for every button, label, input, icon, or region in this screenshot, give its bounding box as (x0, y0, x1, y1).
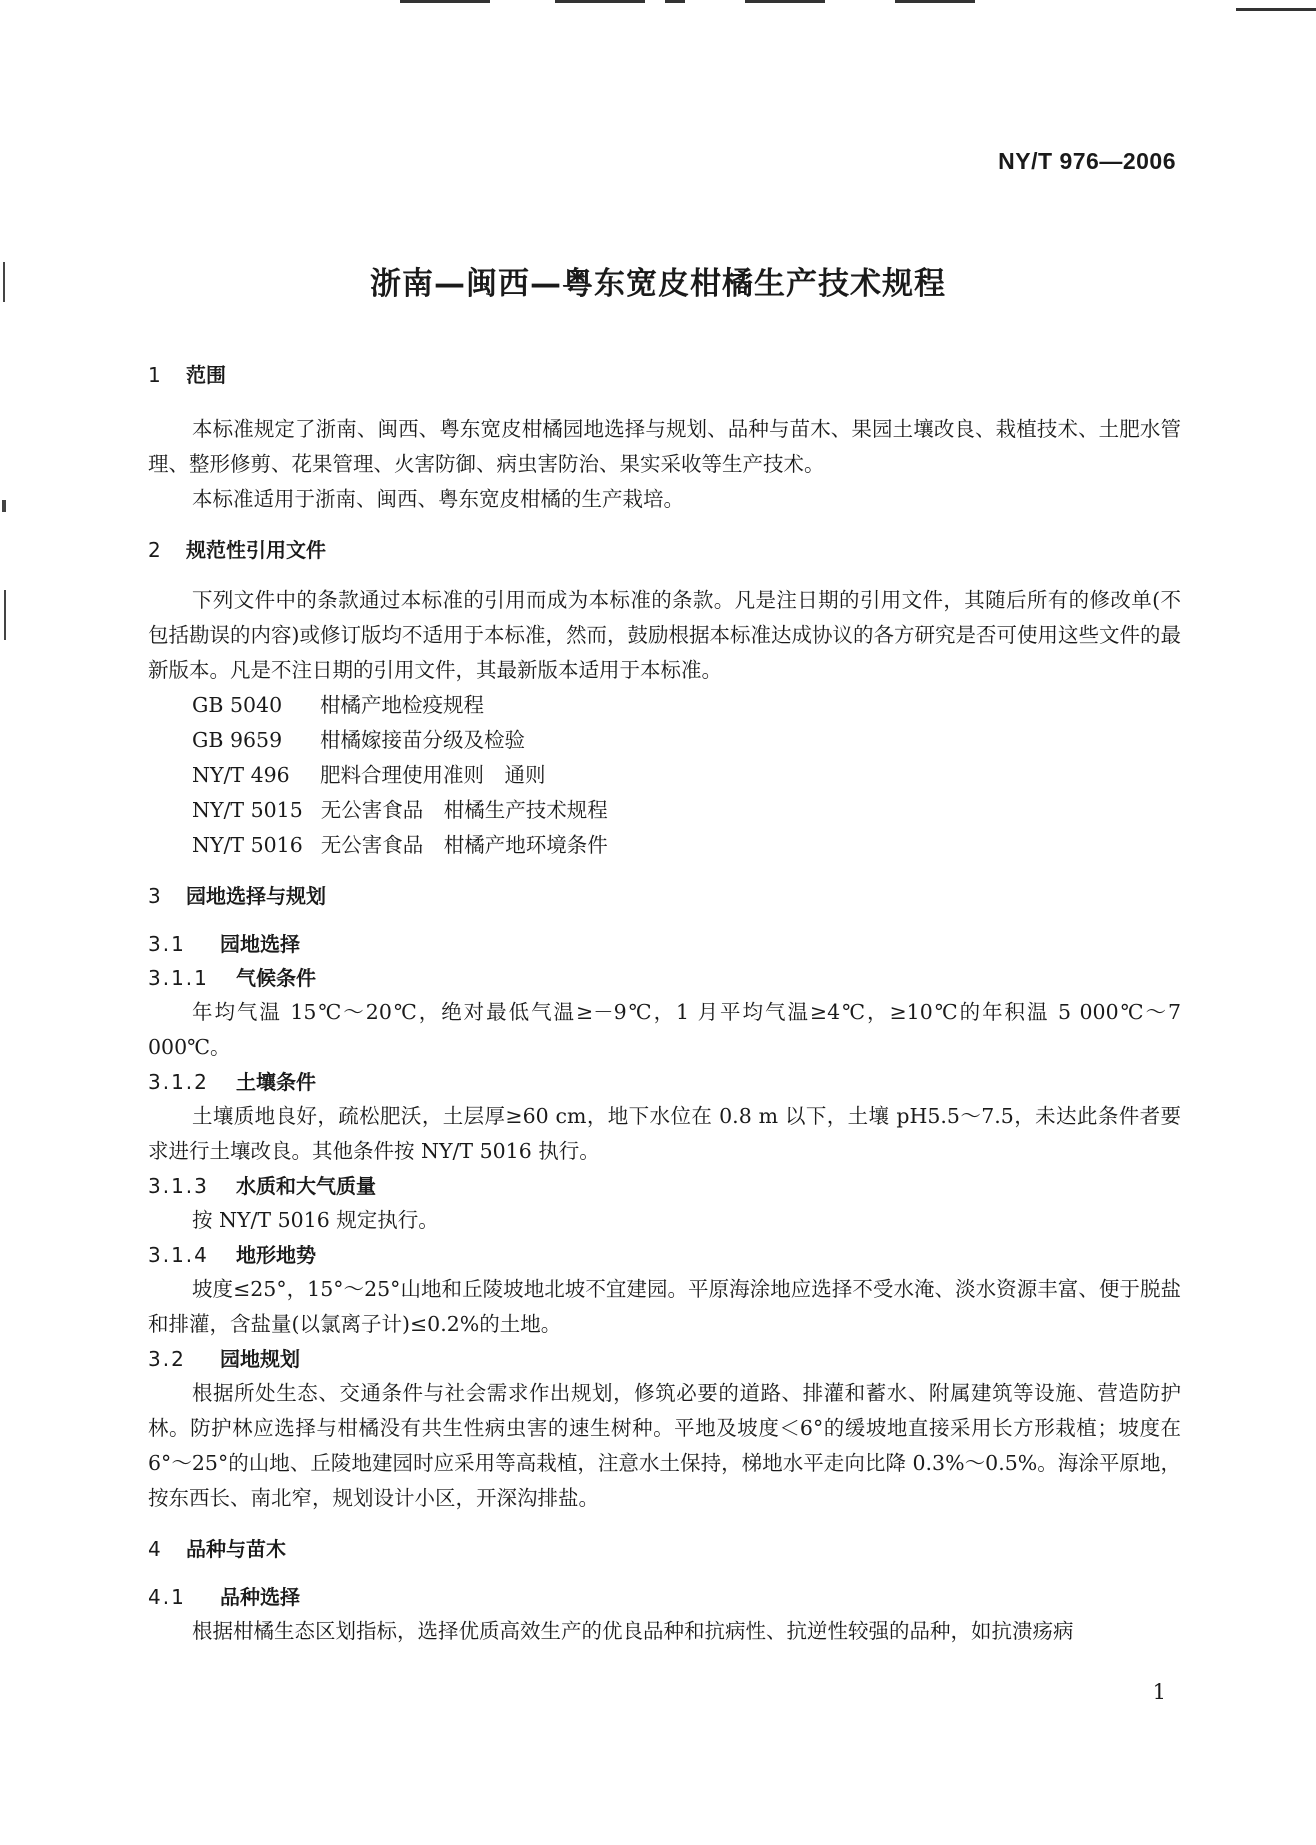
section-heading (148, 881, 1181, 911)
section-number: 1 (148, 363, 161, 387)
page-number: 1 (1152, 1680, 1166, 1704)
paragraph: 年均气温 15℃～20℃，绝对最低气温≥－9℃，1 月平均气温≥4℃，≥10℃的年积温 5 000℃～7 000℃。 (148, 1000, 1181, 1059)
reference-item (148, 758, 1181, 793)
clause-number: 3.1.4 (148, 1243, 209, 1267)
section-number: 2 (148, 538, 161, 562)
clause-heading (148, 1238, 1181, 1272)
paragraph: 坡度≤25°，15°～25°山地和丘陵坡地北坡不宜建园。平原海涂地应选择不受水淹、淡水资源丰富、便于脱盐和排灌，含盐量(以氯离子计)≤0.2%的土地。 (148, 1277, 1181, 1336)
reference-code: NY/T 5016 (192, 833, 303, 857)
reference-title: 柑橘产地检疫规程 (320, 693, 484, 717)
standard-code: NY/T 976—2006 (998, 148, 1176, 174)
subsection-heading (148, 1580, 1181, 1614)
clause-heading (148, 1065, 1181, 1099)
reference-item (148, 688, 1181, 723)
subsection-title: 品种选择 (220, 1585, 300, 1609)
subsection-heading (148, 927, 1181, 961)
reference-item (148, 723, 1181, 758)
scan-artifact (895, 0, 975, 3)
paragraph: 根据所处生态、交通条件与社会需求作出规划，修筑必要的道路、排灌和蓄水、附属建筑等设施、营造防护林。防护林应选择与柑橘没有共生性病虫害的速生树种。平地及坡度＜6°的缓坡地直接采用长方形栽植；坡度在 6°～25°的山地、丘陵地建园时应采用等高栽植，注意水土保持，梯地水平走向比降 0.3%～0.5%。海涂平原地，按东西长、南北窄，规划设计小区，开深沟排盐。 (148, 1381, 1181, 1510)
reference-title: 肥料合理使用准则 通则 (320, 763, 546, 787)
clause-heading (148, 961, 1181, 995)
section-heading (148, 360, 1181, 390)
subsection-title: 园地规划 (220, 1347, 300, 1371)
reference-code: GB 5040 (192, 693, 283, 717)
reference-title: 无公害食品 柑橘产地环境条件 (320, 833, 608, 857)
document-body (148, 360, 1181, 1649)
section-title: 园地选择与规划 (186, 884, 326, 908)
clause-number: 3.1.2 (148, 1070, 209, 1094)
scan-artifact (1236, 8, 1316, 11)
clause-heading (148, 1169, 1181, 1203)
reference-code: GB 9659 (192, 728, 283, 752)
clause-title: 水质和大气质量 (236, 1174, 376, 1198)
subsection-number: 3.1 (148, 932, 186, 956)
section-heading (148, 1534, 1181, 1564)
clause-number: 3.1.1 (148, 966, 209, 990)
section-heading (148, 535, 1181, 565)
section-title: 品种与苗木 (186, 1537, 286, 1561)
reference-title: 柑橘嫁接苗分级及检验 (320, 728, 525, 752)
clause-number: 3.1.3 (148, 1174, 209, 1198)
scan-artifact (555, 0, 645, 3)
paragraph: 本标准规定了浙南、闽西、粤东宽皮柑橘园地选择与规划、品种与苗木、果园土壤改良、栽植技术、土肥水管理、整形修剪、花果管理、火害防御、病虫害防治、果实采收等生产技术。 (148, 417, 1181, 476)
scan-artifact (665, 0, 685, 3)
section-number: 3 (148, 884, 161, 908)
paragraph: 按 NY/T 5016 规定执行。 (192, 1208, 439, 1232)
document-title: 浙南—闽西—粤东宽皮柑橘生产技术规程 (370, 266, 946, 302)
clause-title: 地形地势 (236, 1243, 316, 1267)
section-title: 范围 (186, 363, 226, 387)
reference-title: 无公害食品 柑橘生产技术规程 (320, 798, 608, 822)
reference-item (148, 828, 1181, 863)
paragraph: 下列文件中的条款通过本标准的引用而成为本标准的条款。凡是注日期的引用文件，其随后所有的修改单(不包括勘误的内容)或修订版均不适用于本标准，然而，鼓励根据本标准达成协议的各方研究是否可使用这些文件的最新版本。凡是不注日期的引用文件，其最新版本适用于本标准。 (148, 588, 1181, 682)
subsection-number: 3.2 (148, 1347, 186, 1371)
scan-artifact (4, 590, 6, 640)
scan-artifact (2, 500, 6, 512)
section-title: 规范性引用文件 (186, 538, 326, 562)
clause-title: 气候条件 (236, 966, 316, 990)
reference-code: NY/T 5015 (192, 798, 303, 822)
reference-code: NY/T 496 (192, 763, 290, 787)
subsection-number: 4.1 (148, 1585, 186, 1609)
paragraph: 根据柑橘生态区划指标，选择优质高效生产的优良品种和抗病性、抗逆性较强的品种，如抗溃疡病 (192, 1619, 1074, 1643)
paragraph: 本标准适用于浙南、闽西、粤东宽皮柑橘的生产栽培。 (192, 487, 684, 511)
clause-title: 土壤条件 (236, 1070, 316, 1094)
reference-item (148, 793, 1181, 828)
subsection-heading (148, 1342, 1181, 1376)
paragraph: 土壤质地良好，疏松肥沃，土层厚≥60 cm，地下水位在 0.8 m 以下，土壤 pH5.5～7.5，未达此条件者要求进行土壤改良。其他条件按 NY/T 5016 执行。 (148, 1104, 1181, 1163)
scan-artifact (400, 0, 490, 3)
section-number: 4 (148, 1537, 161, 1561)
subsection-title: 园地选择 (220, 932, 300, 956)
scan-artifact (745, 0, 825, 3)
